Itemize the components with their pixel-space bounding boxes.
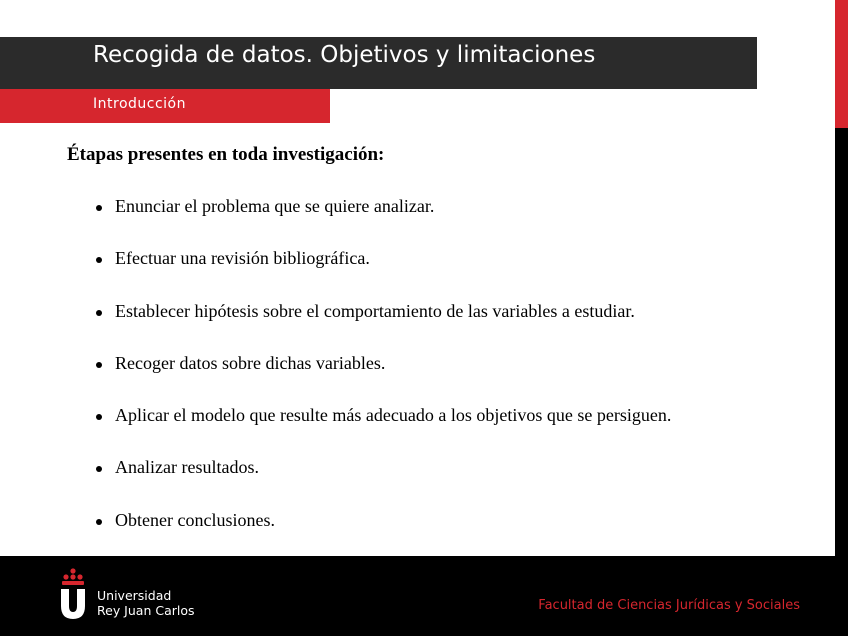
list-item	[96, 248, 671, 300]
slide-subtitle: Introducción	[93, 96, 186, 112]
list-item	[96, 301, 671, 353]
faculty-name: Facultad de Ciencias Jurídicas y Sociales	[538, 598, 800, 613]
bullet-list	[96, 196, 671, 562]
bullet-icon	[96, 519, 102, 525]
list-item	[96, 405, 671, 457]
bullet-icon	[96, 310, 102, 316]
bullet-icon	[96, 362, 102, 368]
bullet-icon	[96, 466, 102, 472]
university-name-line1: Universidad	[97, 588, 172, 603]
bullet-text: Analizar resultados.	[115, 457, 259, 478]
bullet-icon	[96, 257, 102, 263]
right-edge-accent	[835, 0, 848, 128]
list-item	[96, 510, 671, 562]
bullet-text: Efectuar una revisión bibliográfica.	[115, 248, 370, 269]
bullet-text: Obtener conclusiones.	[115, 509, 275, 530]
list-item	[96, 457, 671, 509]
bullet-icon	[96, 205, 102, 211]
list-item	[96, 353, 671, 405]
bullet-text: Enunciar el problema que se quiere analizar.	[115, 196, 435, 216]
bullet-icon	[96, 414, 102, 420]
university-logo-icon	[58, 568, 88, 620]
bullet-text: Establecer hipótesis sobre el comportamiento de las variables a estudiar.	[115, 300, 635, 321]
university-name-line2: Rey Juan Carlos	[97, 603, 195, 618]
list-item	[96, 196, 671, 248]
slide-title: Recogida de datos. Objetivos y limitaciones	[93, 42, 596, 68]
bullet-text: Recoger datos sobre dichas variables.	[115, 352, 386, 373]
bullet-text: Aplicar el modelo que resulte más adecuado a los objetivos que se persiguen.	[115, 405, 672, 426]
university-name	[97, 588, 195, 618]
content-heading: Étapas presentes en toda investigación:	[67, 144, 385, 165]
